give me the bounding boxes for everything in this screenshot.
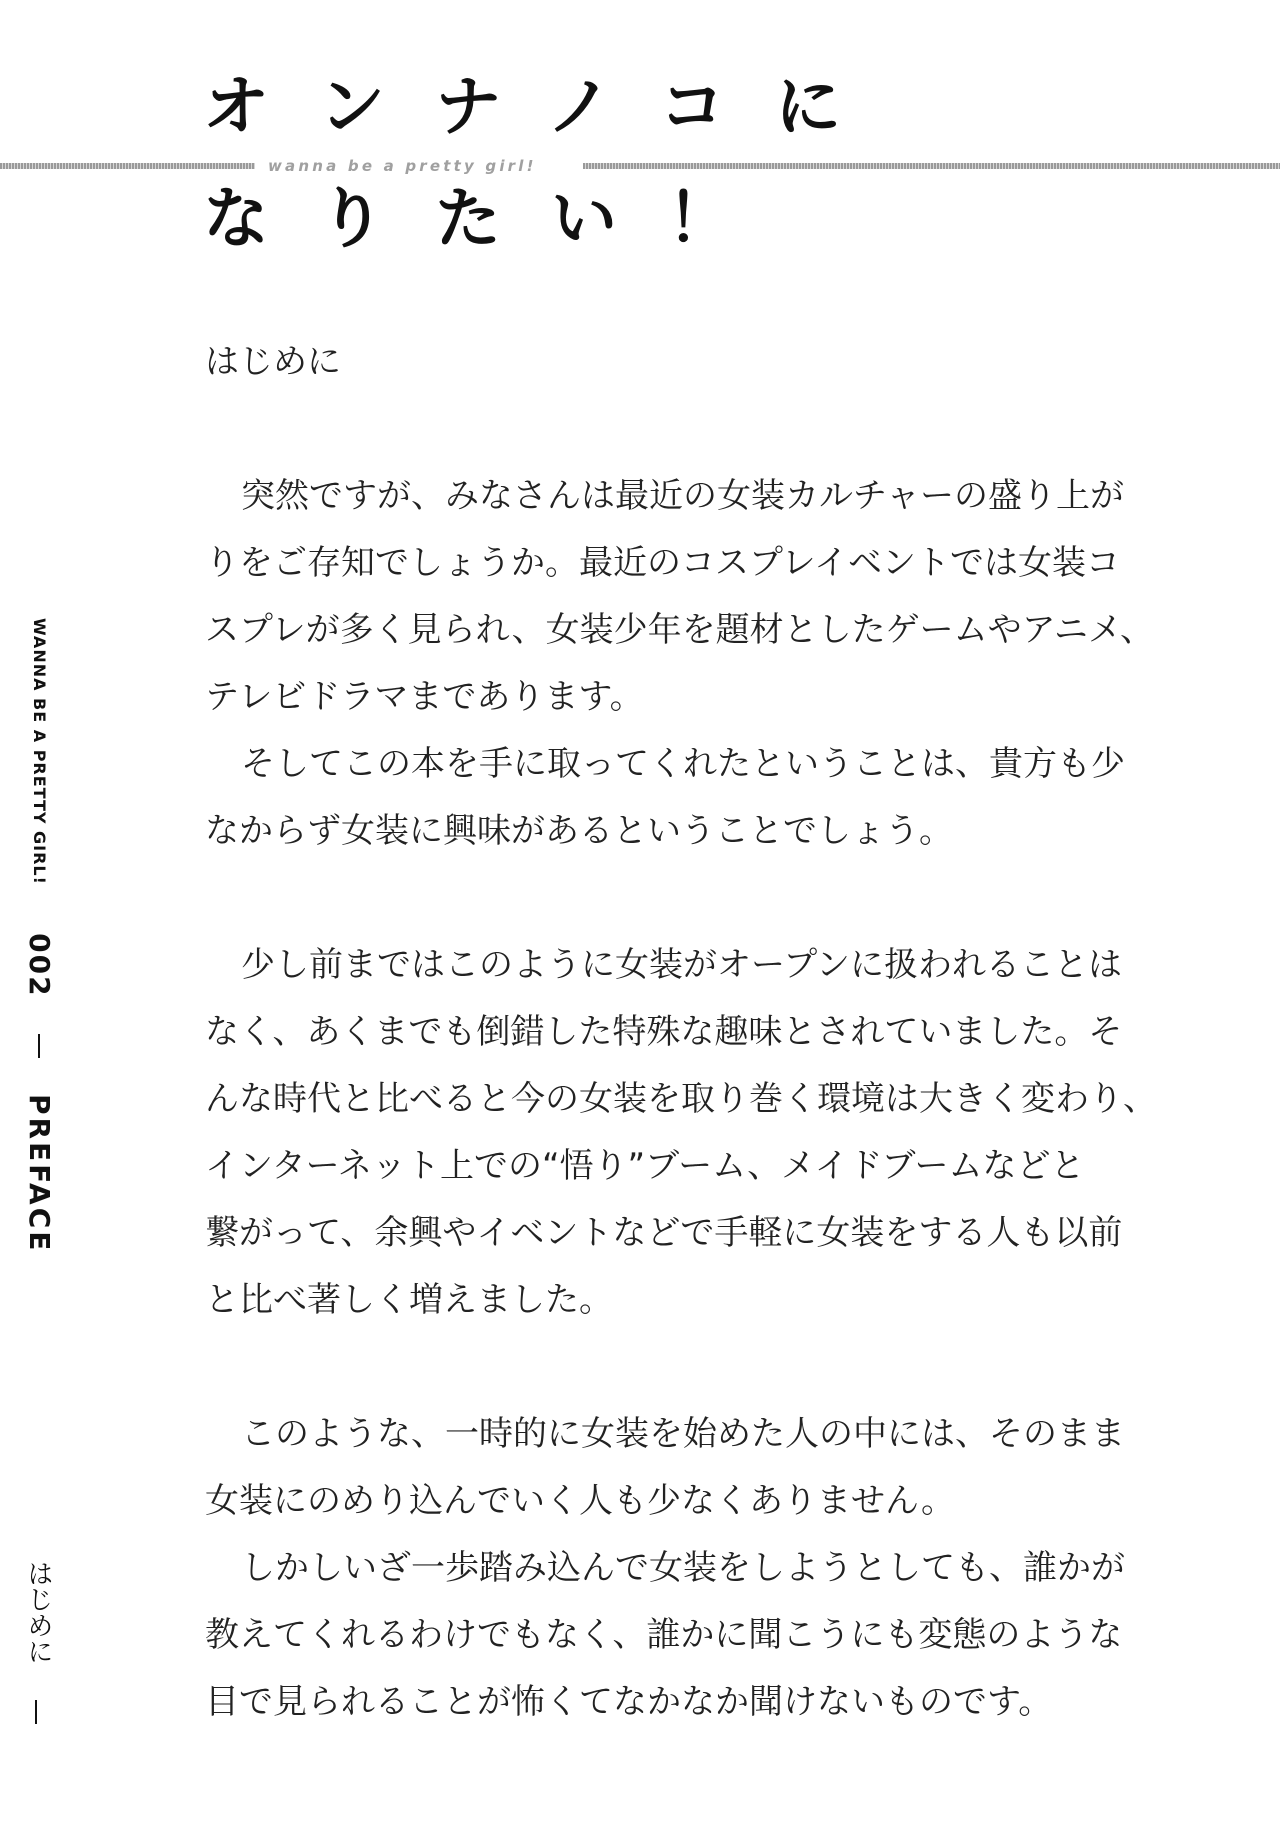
title-line-1: オンナノコに <box>203 68 892 145</box>
spine-section-ja: はじめに <box>23 1560 53 1664</box>
spine-book-title: WANNA BE A PRETTY GIRL! <box>30 618 49 885</box>
spine-page-number: 002 <box>23 933 56 998</box>
title-line-2: なりたい！ <box>203 180 783 257</box>
body-line: 少し前まではこのように女装がオープンに扱われることは <box>241 945 1122 985</box>
spine-bottom-separator <box>35 1700 37 1724</box>
rule-left <box>0 163 255 169</box>
body-line: このような、一時的に女装を始めた人の中には、そのまま <box>241 1414 1125 1454</box>
tagline-rule <box>0 158 1280 174</box>
tagline: wanna be a pretty girl! <box>268 157 537 175</box>
body-line: 女装にのめり込んでいく人も少なくありません。 <box>205 1481 956 1521</box>
body-line: しかしいざ一歩踏み込んで女装をしようとしても、誰かが <box>241 1548 1125 1588</box>
spine-separator <box>38 1034 40 1058</box>
body-line: んな時代と比べると今の女装を取り巻く環境は大きく変わり、 <box>205 1079 1157 1119</box>
body-line: 教えてくれるわけでもなく、誰かに聞こうにも変態のような <box>205 1615 1123 1655</box>
body-line: 突然ですが、みなさんは最近の女装カルチャーの盛り上が <box>241 476 1124 516</box>
body-line: と比べ著しく増えました。 <box>205 1280 613 1320</box>
spine-section-en: PREFACE <box>23 1093 56 1254</box>
spine-label <box>22 618 56 1253</box>
body-line: インターネット上での“悟り”ブーム、メイドブームなどと <box>205 1146 1085 1186</box>
body-line: テレビドラマまであります。 <box>205 677 644 717</box>
body-line: そしてこの本を手に取ってくれたということは、貴方も少 <box>241 744 1125 784</box>
body-line: 目で見られることが怖くてなかなか聞けないものです。 <box>205 1682 1053 1722</box>
body-line: 繋がって、余興やイベントなどで手軽に女装をする人も以前 <box>205 1213 1123 1253</box>
body-line: なく、あくまでも倒錯した特殊な趣味とされていました。そ <box>205 1012 1123 1052</box>
rule-right <box>583 163 1280 169</box>
body-line: なからず女装に興味があるということでしょう。 <box>205 811 953 851</box>
body-line: スプレが多く見られ、女装少年を題材としたゲームやアニメ、 <box>205 610 1154 650</box>
section-heading: はじめに <box>205 342 341 382</box>
body-line: りをご存知でしょうか。最近のコスプレイベントでは女装コ <box>205 543 1120 583</box>
